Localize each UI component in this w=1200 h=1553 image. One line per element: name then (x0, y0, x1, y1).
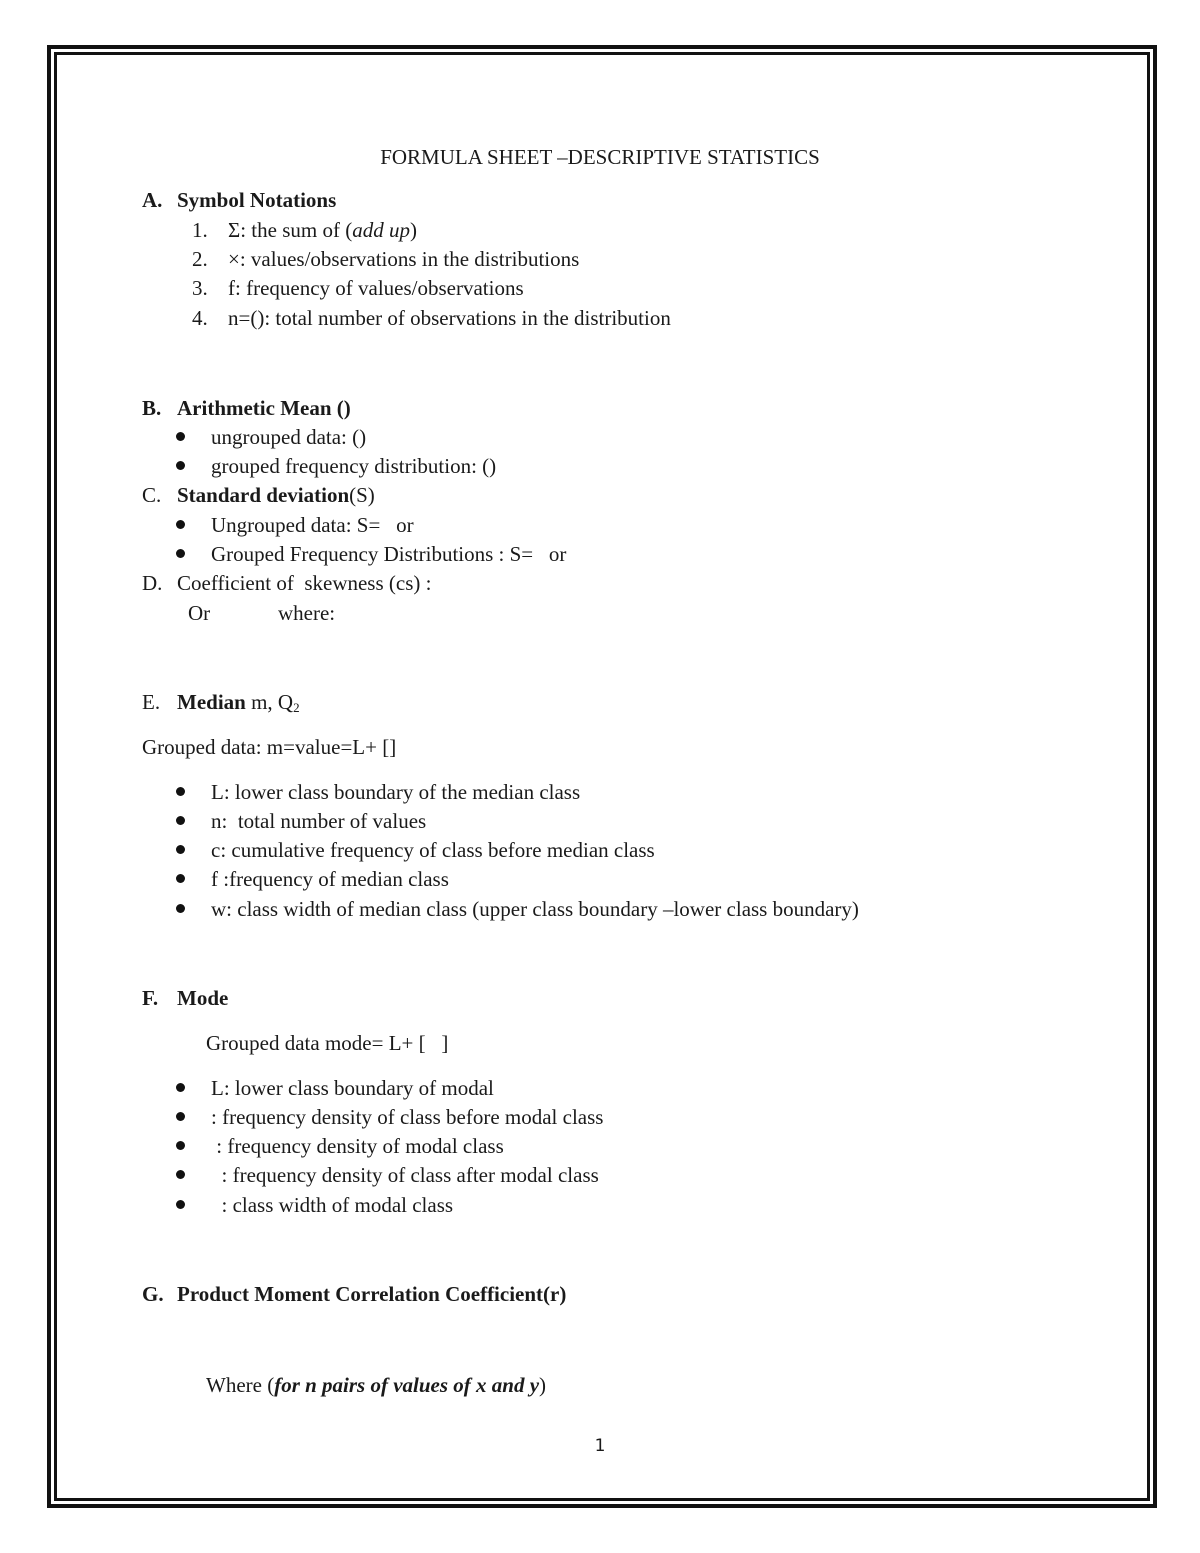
page-number: 1 (594, 1436, 606, 1456)
list-item: Ungrouped data: S= or (211, 513, 414, 537)
section-a-heading: Symbol Notations (177, 188, 337, 212)
list-item: : frequency density of class before modal class (211, 1105, 604, 1129)
list-item: Grouped Frequency Distributions : S= or (211, 542, 567, 566)
bullet-icon (176, 904, 185, 913)
section-e-letter: E. (142, 690, 161, 714)
bullet-icon (176, 874, 185, 883)
list-item: n=(): total number of observations in the distribution (228, 306, 671, 330)
correlation-where: Where (for n pairs of values of x and y) (206, 1373, 547, 1397)
bullet-icon (176, 1083, 185, 1092)
section-c-heading: Standard deviation(S) (177, 483, 375, 507)
bullet-icon (176, 1112, 185, 1121)
list-item: f :frequency of median class (211, 867, 449, 891)
list-number: 2. (192, 247, 208, 271)
section-c-letter: C. (142, 483, 162, 507)
list-item: c: cumulative frequency of class before median class (211, 838, 655, 862)
bullet-icon (176, 549, 185, 558)
bullet-icon (176, 1170, 185, 1179)
mode-formula: Grouped data mode= L+ [ ] (206, 1031, 449, 1055)
list-item: L: lower class boundary of the median class (211, 780, 581, 804)
where-label: where: (278, 601, 336, 625)
list-item: : class width of modal class (211, 1193, 454, 1217)
list-number: 4. (192, 306, 208, 330)
list-item: ×: values/observations in the distributions (228, 247, 580, 271)
section-b-heading: Arithmetic Mean () (177, 396, 351, 420)
list-item: L: lower class boundary of modal (211, 1076, 494, 1100)
bullet-icon (176, 1200, 185, 1209)
list-number: 3. (192, 276, 208, 300)
section-b-letter: B. (142, 396, 162, 420)
section-g-heading: Product Moment Correlation Coefficient(r) (177, 1282, 567, 1306)
bullet-icon (176, 845, 185, 854)
section-d-letter: D. (142, 571, 163, 595)
list-item: w: class width of median class (upper class boundary –lower class boundary) (211, 897, 859, 921)
section-g-letter: G. (142, 1282, 164, 1306)
or-label: Or (188, 601, 211, 625)
list-item: f: frequency of values/observations (228, 276, 524, 300)
list-item: grouped frequency distribution: () (211, 454, 497, 478)
section-e-heading: Median m, $Q_2$ (177, 690, 300, 715)
section-f-heading: Mode (177, 986, 229, 1010)
bullet-icon (176, 432, 185, 441)
bullet-icon (176, 461, 185, 470)
list-item: : frequency density of class after modal class (211, 1163, 599, 1187)
bullet-icon (176, 520, 185, 529)
list-number: 1. (192, 218, 208, 242)
list-item: n: total number of values (211, 809, 427, 833)
page-title: FORMULA SHEET –DESCRIPTIVE STATISTICS (380, 145, 820, 169)
bullet-icon (176, 1141, 185, 1150)
list-item: : frequency density of modal class (211, 1134, 504, 1158)
section-d-heading: Coefficient of skewness (cs) : (177, 571, 432, 595)
section-a-letter: A. (142, 188, 163, 212)
section-f-letter: F. (142, 986, 159, 1010)
median-formula: Grouped data: m=value=L+ [] (142, 735, 397, 759)
bullet-icon (176, 816, 185, 825)
list-item: ungrouped data: () (211, 425, 367, 449)
bullet-icon (176, 787, 185, 796)
list-item: Σ: the sum of (add up) (228, 218, 417, 242)
